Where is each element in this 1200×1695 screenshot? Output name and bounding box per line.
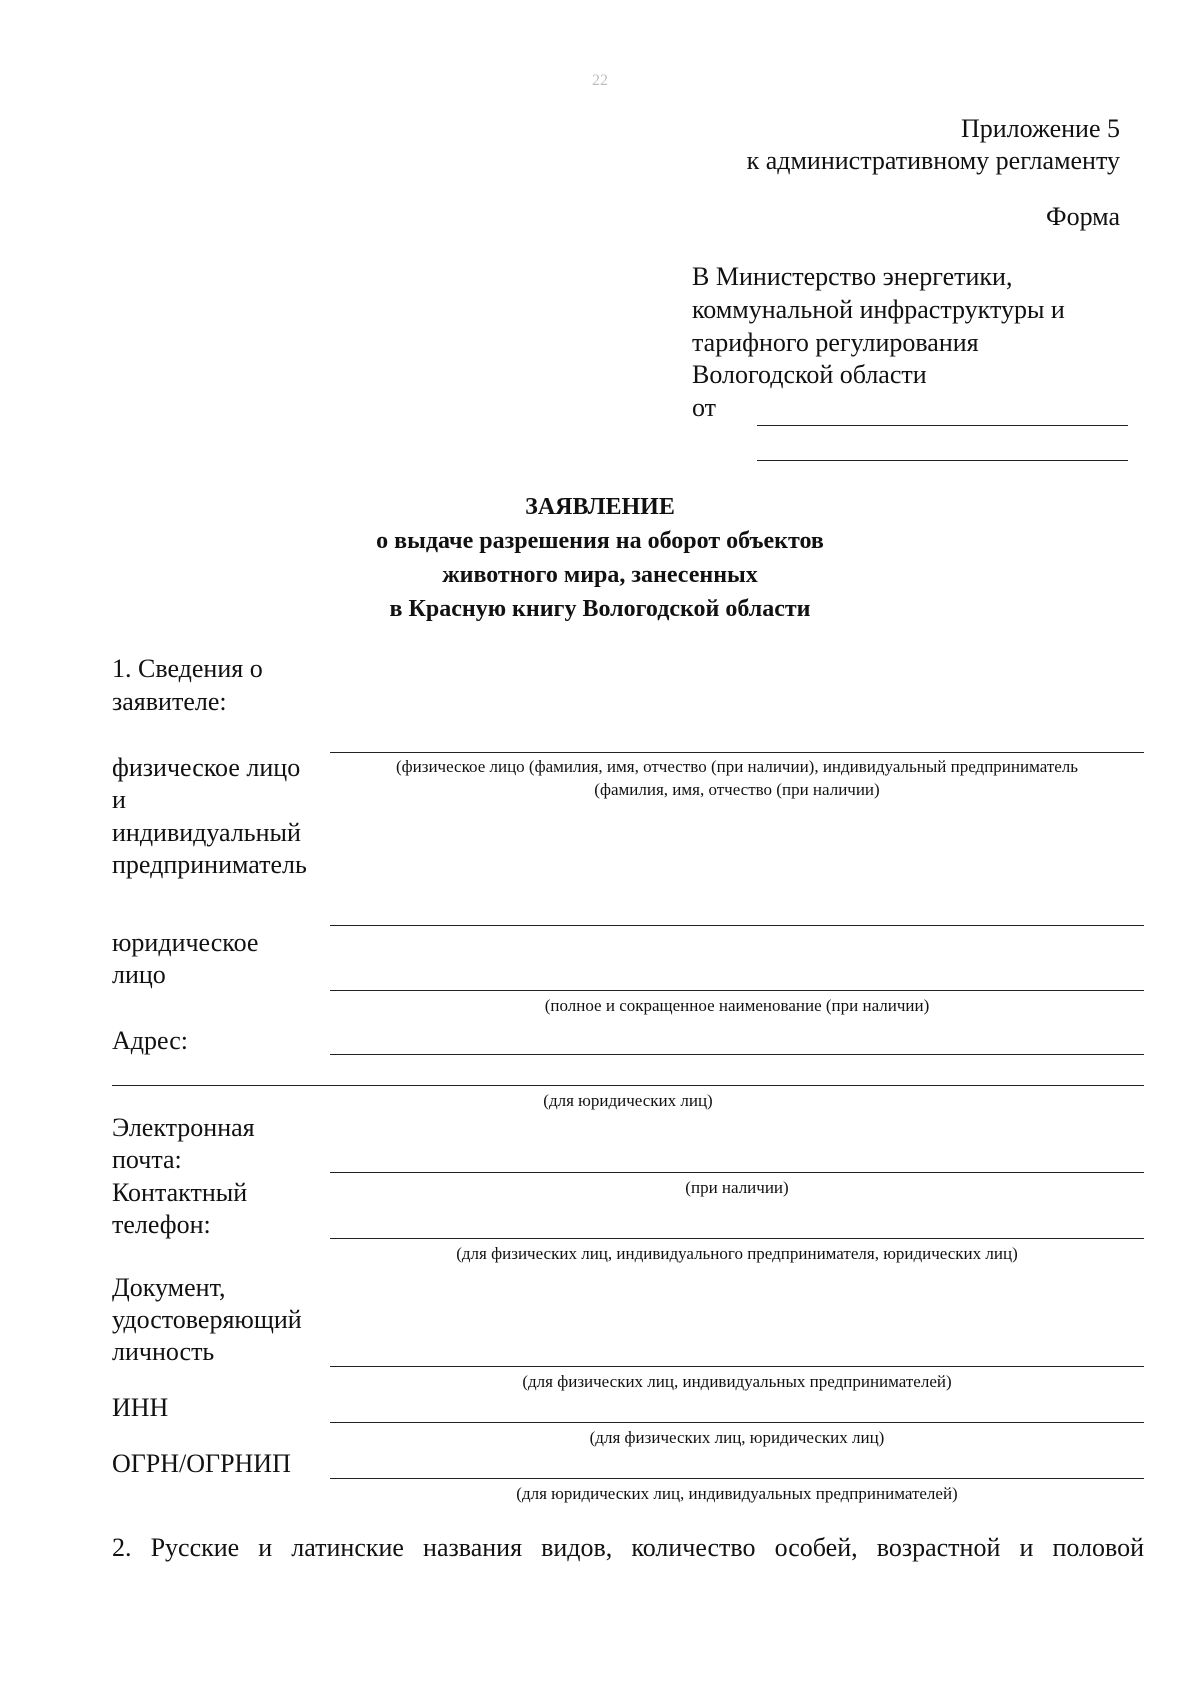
addressee-line-4: Вологодской области xyxy=(692,360,927,389)
id-doc-label-line-2: удостоверяющий xyxy=(112,1305,302,1334)
ogrn-field-line[interactable] xyxy=(330,1478,1144,1479)
legal-field-line-1[interactable] xyxy=(330,925,1144,926)
from-label: от xyxy=(692,393,717,422)
ogrn-caption: (для юридических лиц, индивидуальных предпринимателей) xyxy=(516,1484,958,1503)
form-label: Форма xyxy=(1046,202,1120,231)
phone-field-line[interactable] xyxy=(330,1238,1144,1239)
email-caption: (при наличии) xyxy=(685,1178,789,1197)
appendix-reference: к административному регламенту xyxy=(746,146,1120,175)
document-subtitle-line-3: в Красную книгу Вологодской области xyxy=(389,596,811,622)
addressee-line-1: В Министерство энергетики, xyxy=(692,262,1013,291)
inn-field-line[interactable] xyxy=(330,1422,1144,1423)
addressee-line-3: тарифного регулирования xyxy=(692,328,979,357)
phone-caption: (для физических лиц, индивидуального предпринимателя, юридических лиц) xyxy=(456,1244,1018,1263)
individual-label-line-2: и xyxy=(112,785,126,814)
addressee-line-2: коммунальной инфраструктуры и xyxy=(692,295,1065,324)
document-title: ЗАЯВЛЕНИЕ xyxy=(525,494,675,520)
inn-caption: (для физических лиц, юридических лиц) xyxy=(589,1428,885,1447)
individual-field-line[interactable] xyxy=(330,752,1144,753)
from-field-line-2[interactable] xyxy=(757,460,1128,461)
document-subtitle-line-2: животного мира, занесенных xyxy=(442,562,758,588)
appendix-number: Приложение 5 xyxy=(960,114,1120,143)
address-field-line-2[interactable] xyxy=(112,1085,1144,1086)
id-doc-label-line-3: личность xyxy=(112,1337,215,1366)
address-field-line-1[interactable] xyxy=(330,1054,1144,1055)
ogrn-label: ОГРН/ОГРНИП xyxy=(112,1449,291,1478)
id-doc-caption: (для физических лиц, индивидуальных предпринимателей) xyxy=(522,1372,952,1391)
individual-caption-line-1: (физическое лицо (фамилия, имя, отчество (при наличии), индивидуальный предприниматель xyxy=(395,757,1079,776)
individual-label-line-3: индивидуальный xyxy=(112,818,301,847)
address-caption: (для юридических лиц) xyxy=(543,1091,713,1110)
address-label: Адрес: xyxy=(112,1026,188,1055)
email-label-line-2: почта: xyxy=(112,1145,182,1174)
id-doc-field-line[interactable] xyxy=(330,1366,1144,1367)
individual-label-line-4: предприниматель xyxy=(112,850,307,879)
phone-label-line-2: телефон: xyxy=(112,1210,211,1239)
legal-label-line-2: лицо xyxy=(112,960,166,989)
legal-field-line-2[interactable] xyxy=(330,990,1144,991)
document-subtitle-line-1: о выдаче разрешения на оборот объектов xyxy=(376,528,824,554)
section1-heading-line-2: заявителе: xyxy=(112,687,227,716)
legal-caption: (полное и сокращенное наименование (при наличии) xyxy=(544,996,930,1015)
page-number: 22 xyxy=(592,72,608,89)
section1-heading-line-1: 1. Сведения о xyxy=(112,654,263,683)
inn-label: ИНН xyxy=(112,1393,169,1422)
phone-label-line-1: Контактный xyxy=(112,1178,248,1207)
email-label-line-1: Электронная xyxy=(112,1113,255,1142)
individual-label-line-1: физическое лицо xyxy=(112,753,301,782)
from-field-line-1[interactable] xyxy=(757,425,1128,426)
individual-caption-line-2: (фамилия, имя, отчество (при наличии) xyxy=(594,780,880,799)
email-field-line[interactable] xyxy=(330,1172,1144,1173)
id-doc-label-line-1: Документ, xyxy=(112,1273,226,1302)
section2-text: 2. Русские и латинские названия видов, количество особей, возрастной и половой xyxy=(112,1533,1144,1562)
legal-label-line-1: юридическое xyxy=(112,928,259,957)
